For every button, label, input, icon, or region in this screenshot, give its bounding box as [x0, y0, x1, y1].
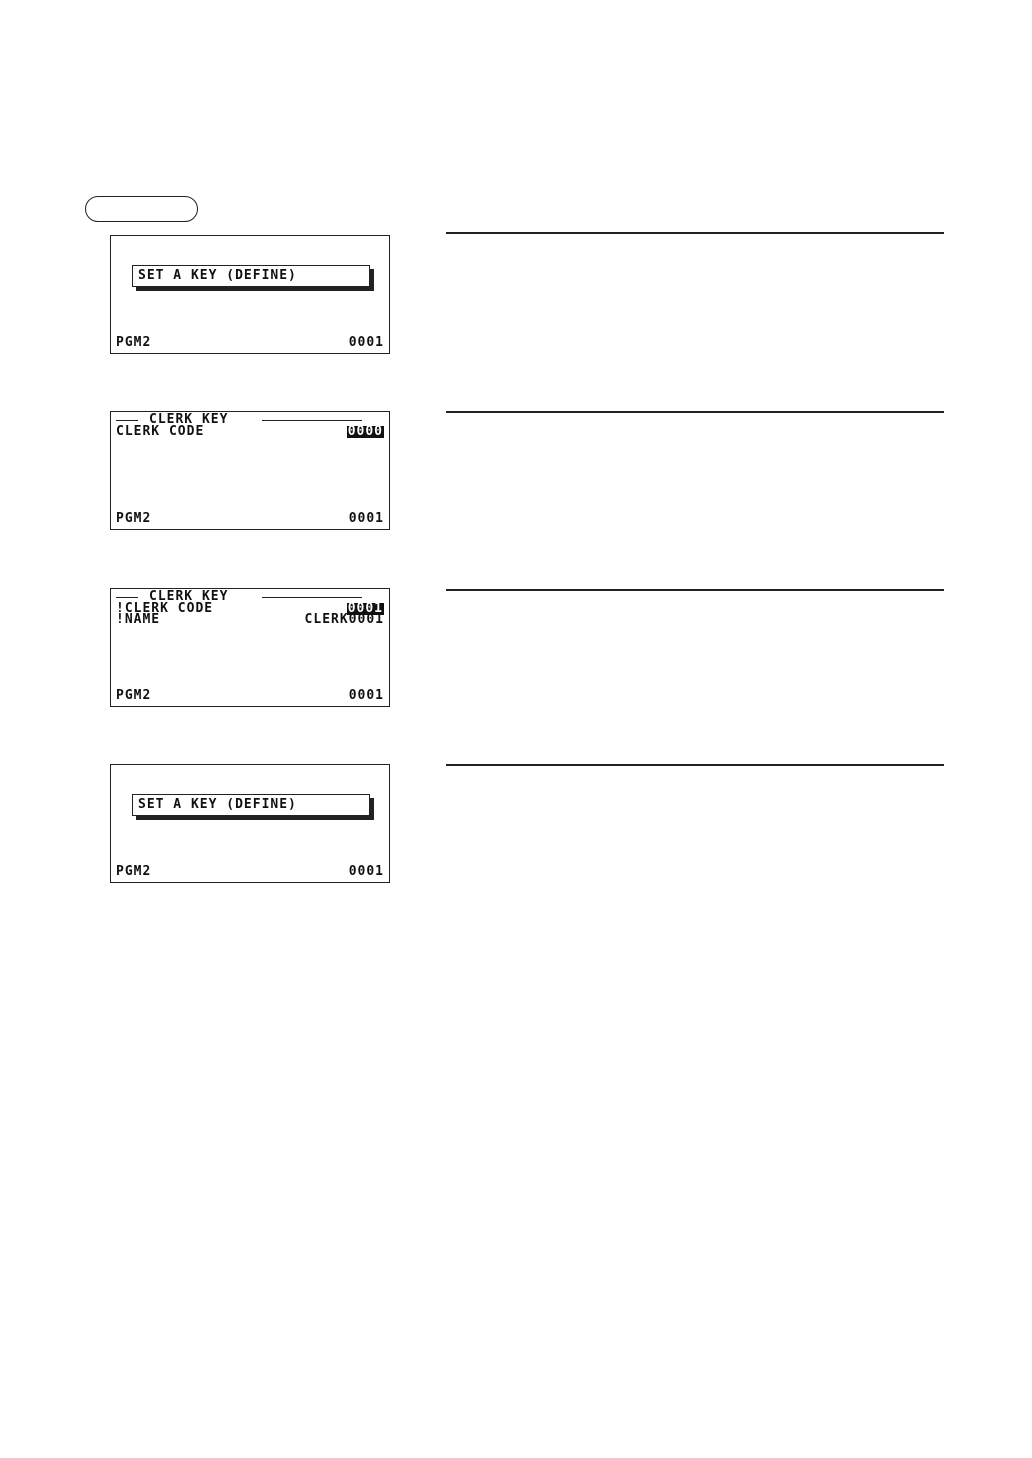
section-divider-2 [446, 411, 944, 413]
section-divider-3 [446, 589, 944, 591]
field-label: !NAME [116, 612, 161, 627]
screen-footer [116, 690, 384, 703]
section-divider-4 [446, 764, 944, 766]
title-rule-left [116, 597, 138, 598]
field-value-cursor: 0001 [347, 601, 383, 616]
title-rule-left [116, 420, 138, 421]
field-value-cursor: 0000 [347, 424, 383, 439]
clerk-number: 0001 [348, 688, 384, 703]
step-label-pill [85, 196, 198, 222]
field-label: CLERK CODE [116, 424, 205, 439]
screen-footer [116, 866, 384, 879]
clerk-number: 0001 [348, 511, 384, 526]
display-screen-1 [110, 235, 390, 354]
field-row-clerk-code [116, 426, 384, 438]
screen-footer [116, 513, 384, 526]
display-screen-2 [110, 411, 390, 530]
field-value: CLERK0001 [304, 612, 384, 627]
screen-footer [116, 337, 384, 350]
section-divider-1 [446, 232, 944, 234]
field-label: !CLERK CODE [116, 601, 214, 616]
screen-title-text: CLERK KEY [149, 589, 229, 604]
screen-title-text: CLERK KEY [149, 412, 229, 427]
mode-indicator: PGM2 [116, 864, 152, 879]
mode-indicator: PGM2 [116, 335, 152, 350]
define-message-box: SET A KEY (DEFINE) [132, 265, 370, 287]
mode-indicator: PGM2 [116, 511, 152, 526]
define-message-box: SET A KEY (DEFINE) [132, 794, 370, 816]
display-screen-4 [110, 764, 390, 883]
clerk-number: 0001 [348, 864, 384, 879]
field-row-name [116, 614, 384, 626]
title-rule-right [262, 420, 362, 421]
title-rule-right [262, 597, 362, 598]
display-screen-3 [110, 588, 390, 707]
mode-indicator: PGM2 [116, 688, 152, 703]
clerk-number: 0001 [348, 335, 384, 350]
